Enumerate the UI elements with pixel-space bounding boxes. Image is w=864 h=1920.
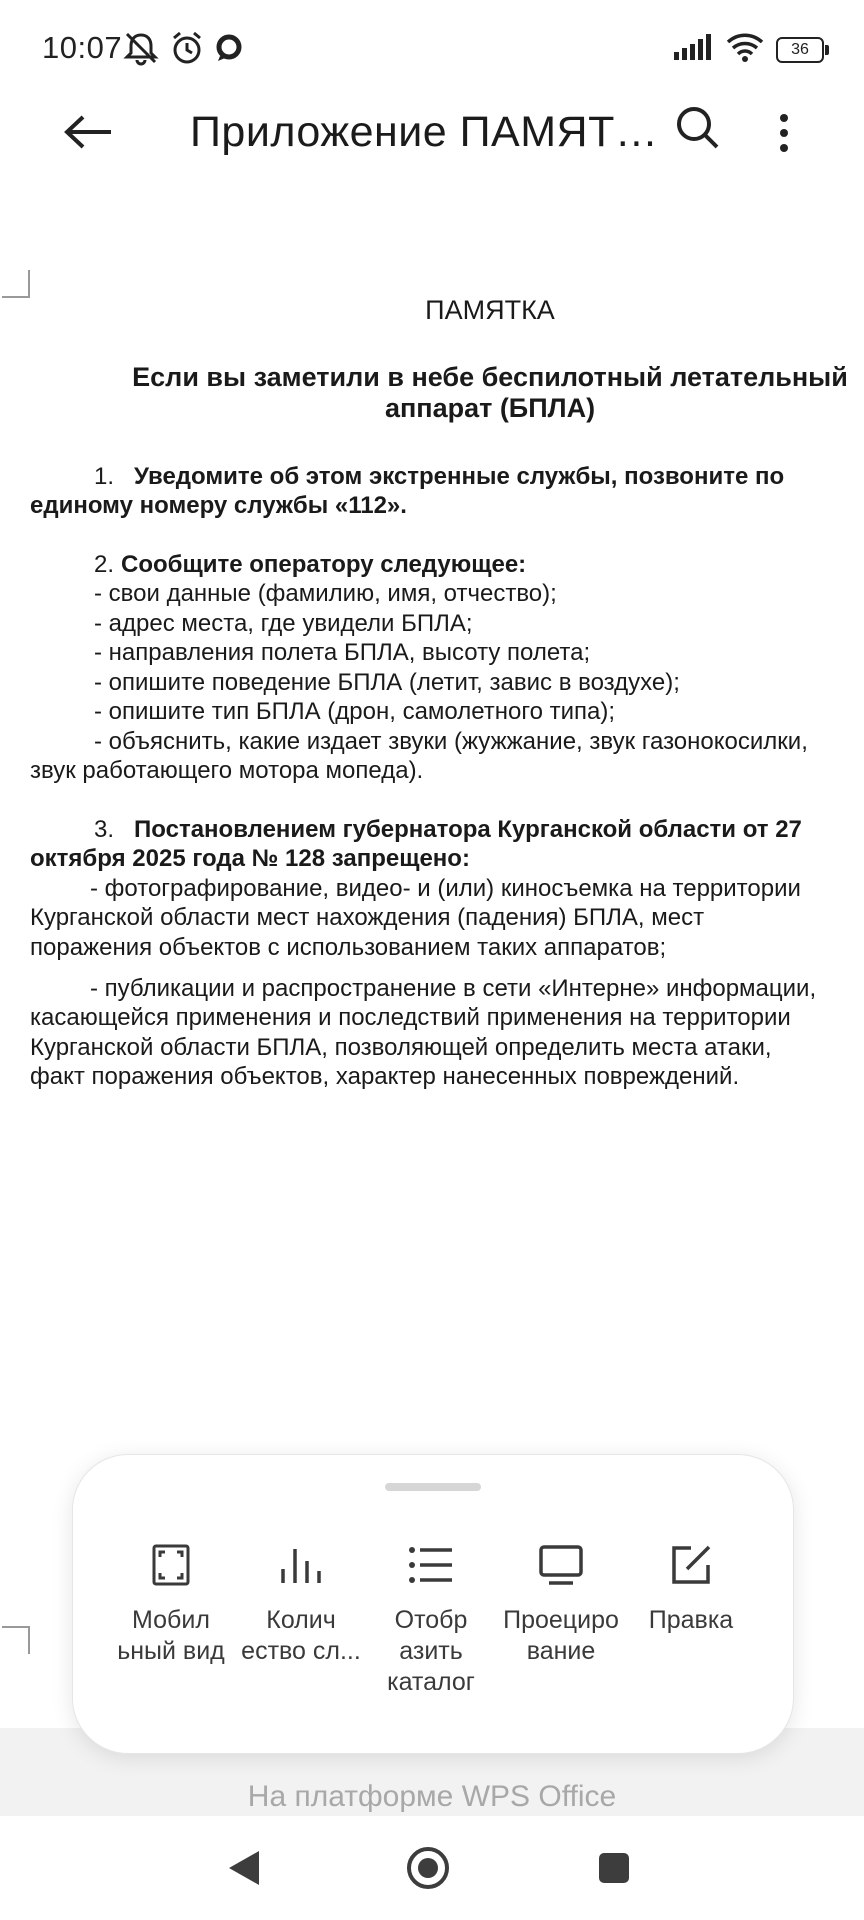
- item3-number: 3.: [94, 816, 115, 843]
- paragraph-line: - фотографирование, видео- и (или) киносъемка на территории: [90, 875, 801, 902]
- item2-number: 2.: [94, 551, 115, 578]
- catalog-list-icon: [366, 1535, 496, 1595]
- paragraph-line: Курганской области БПЛА, позволяющей определить места атаки,: [30, 1034, 772, 1061]
- list-item: - адрес места, где увидели БПЛА;: [94, 610, 473, 637]
- item3-line1: Постановлением губернатора Курганской области от 27: [134, 816, 802, 843]
- page-corner-mark: [2, 1626, 30, 1654]
- edit-button[interactable]: [626, 1535, 756, 1636]
- mute-icon: [122, 30, 160, 71]
- item1-number: 1.: [94, 463, 115, 490]
- nav-back-icon: [227, 1849, 261, 1892]
- status-bar: [0, 0, 864, 100]
- doc-subtitle-line1: Если вы заметили в небе беспилотный летательный: [132, 362, 848, 392]
- mobile-view-button[interactable]: [106, 1535, 236, 1667]
- document-title: Приложение ПАМЯТ…: [190, 108, 659, 156]
- mobile-view-icon: [106, 1535, 236, 1595]
- item2-heading: Сообщите оператору следующее:: [121, 551, 527, 578]
- back-arrow-icon: [63, 114, 113, 155]
- more-vertical-icon: [779, 113, 789, 158]
- sheet-drag-handle[interactable]: [385, 1483, 481, 1491]
- list-item: - опишите тип БПЛА (дрон, самолетного типа);: [94, 698, 616, 725]
- paragraph-line: Курганской области мест нахождения (падения) БПЛА, мест: [30, 904, 705, 931]
- nav-recents-button[interactable]: [582, 1838, 646, 1902]
- back-button[interactable]: [50, 96, 126, 172]
- list-item: - объяснить, какие издает звуки (жужжание, звук газонокосилки,: [94, 728, 808, 755]
- status-time: 10:07: [42, 30, 123, 65]
- signal-icon: [674, 34, 714, 65]
- list-item: - направления полета БПЛА, высоту полета;: [94, 639, 591, 666]
- nav-home-icon: [405, 1845, 451, 1896]
- doc-subtitle-line2: аппарат (БПЛА): [384, 393, 596, 423]
- item3-line2: октября 2025 года № 128 запрещено:: [30, 845, 470, 872]
- search-icon: [674, 104, 720, 155]
- search-button[interactable]: [668, 100, 726, 158]
- battery-icon: 36: [776, 37, 824, 63]
- show-catalog-button[interactable]: [366, 1535, 496, 1698]
- wifi-icon: [726, 32, 764, 67]
- nav-back-button[interactable]: [212, 1838, 276, 1902]
- projection-label: Проециро вание: [503, 1606, 619, 1665]
- projection-monitor-icon: [496, 1535, 626, 1595]
- document-page: [0, 280, 864, 1440]
- doc-heading: ПАМЯТКА: [425, 295, 555, 325]
- chat-bubble-icon: [214, 30, 244, 69]
- projection-button[interactable]: [496, 1535, 626, 1667]
- item1-line1: Уведомите об этом экстренные службы, позвоните по: [134, 463, 785, 490]
- paragraph-line: поражения объектов с использованием таких аппаратов;: [30, 934, 667, 961]
- alarm-icon: [170, 30, 204, 71]
- paragraph-line: касающейся применения и последствий применения на территории: [30, 1004, 791, 1031]
- more-options-button[interactable]: [764, 100, 804, 170]
- word-count-icon: [236, 1535, 366, 1595]
- show-catalog-label: Отобр азить каталог: [387, 1606, 475, 1696]
- tools-bottom-sheet: [72, 1454, 794, 1754]
- list-item: - опишите поведение БПЛА (летит, завис в воздухе);: [94, 669, 680, 696]
- item1-line2: единому номеру службы «112».: [30, 492, 407, 519]
- nav-home-button[interactable]: [396, 1838, 460, 1902]
- paragraph-line: факт поражения объектов, характер нанесенных повреждений.: [30, 1063, 740, 1090]
- paragraph-line: - публикации и распространение в сети «Интерне» информации,: [90, 975, 817, 1002]
- nav-recents-icon: [597, 1851, 631, 1890]
- word-count-label: Колич ество сл...: [241, 1606, 361, 1665]
- edit-icon: [626, 1535, 756, 1595]
- system-nav-bar: [0, 1816, 864, 1920]
- platform-footer: На платформе WPS Office: [247, 1780, 617, 1813]
- list-item: - свои данные (фамилию, имя, отчество);: [94, 580, 557, 607]
- edit-label: Правка: [648, 1606, 734, 1634]
- mobile-view-label: Мобил ьный вид: [117, 1606, 225, 1665]
- word-count-button[interactable]: [236, 1535, 366, 1667]
- list-item: звук работающего мотора мопеда).: [30, 757, 424, 784]
